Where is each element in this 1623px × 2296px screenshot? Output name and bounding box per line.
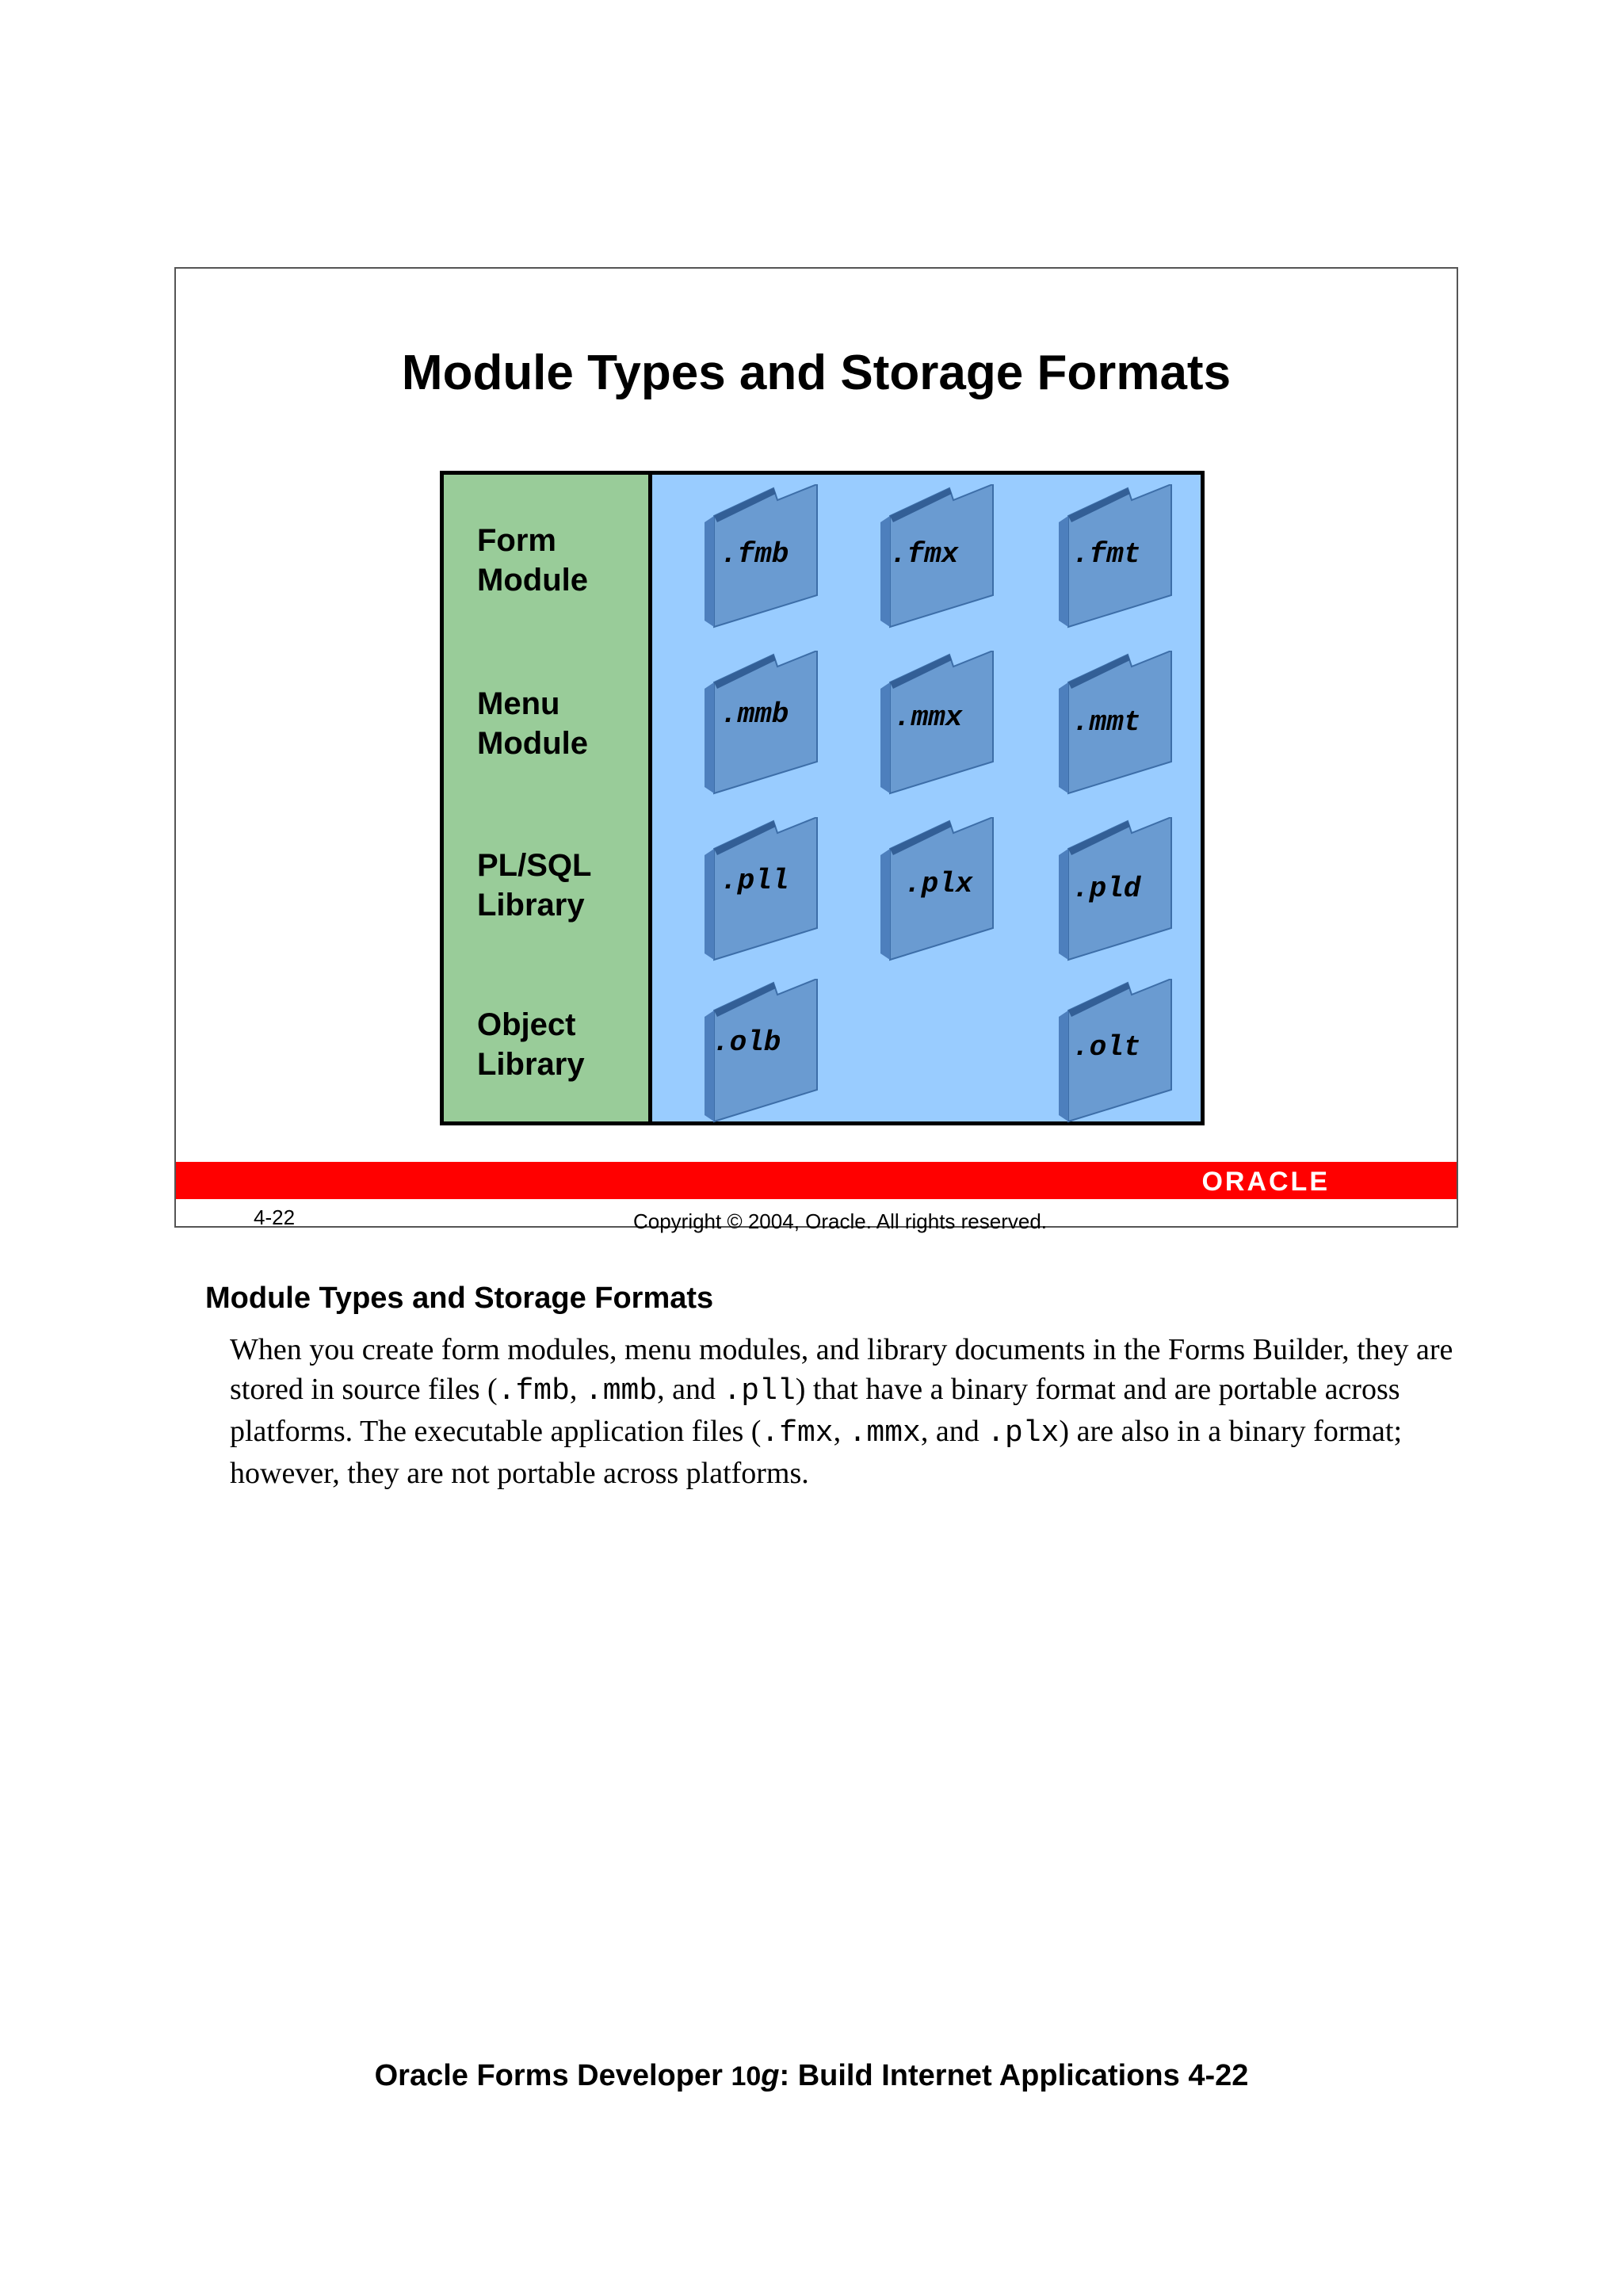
notes-text: , and [920,1415,987,1448]
row-files [652,808,1201,976]
file-extension: .fmt [1072,538,1141,571]
copyright-text: Copyright © 2004, Oracle. All rights reserved. [632,1209,1048,1233]
diagram-row-object [444,976,1201,1121]
oracle-red-bar [176,1162,1457,1199]
file-extension: .fmb [720,538,789,571]
file-extension: .olt [1072,1031,1141,1064]
row-files [652,641,1201,808]
file-folder-icon [1052,651,1187,801]
row-label: PL/SQL Library [477,848,592,923]
row-label-cell [444,808,652,976]
notes-text: , [569,1373,585,1406]
notes-text: When you create form modules, menu modules, and library documents in the Forms Builder, they are stored in source files ( [230,1333,1453,1406]
file-extension: .mmt [1072,706,1141,739]
file-folder-icon [1052,979,1187,1129]
file-extension: .pld [1072,873,1141,905]
file-ext-inline: .mmb [584,1374,658,1408]
row-files [652,976,1201,1121]
notes-text: ) are also in a binary format; however, they are not portable across platforms. [230,1415,1403,1490]
file-ext-inline: .pll [723,1374,796,1408]
row-files [652,475,1201,641]
file-extension: .plx [904,868,973,900]
notes-text: , [833,1415,849,1448]
file-extension: .pll [720,865,789,897]
file-ext-inline: .fmb [497,1374,570,1408]
row-label-cell [444,641,652,808]
diagram-row-plsql [444,808,1201,980]
file-extension: .mmx [894,701,963,734]
row-label-cell [444,475,652,641]
slide [174,267,1458,1233]
row-label: Form Module [477,523,588,598]
footer-post: : Build Internet Applications 4-22 [779,2059,1249,2092]
file-extension: .mmb [720,698,789,731]
file-folder-icon [698,817,833,968]
file-folder-icon [874,484,1009,635]
diagram-row-form [444,475,1201,645]
file-folder-icon [698,979,833,1129]
diagram-row-menu [444,641,1201,812]
file-folder-icon [1052,484,1187,635]
row-label: Object Library [477,1007,585,1082]
file-ext-inline: .fmx [761,1416,834,1450]
file-folder-icon [698,651,833,801]
file-folder-icon [874,651,1009,801]
notes-text: ) that have a binary format and are portable across platforms. The executable application files ( [230,1373,1400,1448]
footer-g: g [761,2059,780,2092]
oracle-logo: ORACLE [1201,1167,1330,1197]
file-extension: .fmx [890,538,959,571]
module-diagram [440,471,1205,1125]
row-label: Menu Module [477,686,588,761]
notes-paragraph [230,1330,1466,1493]
file-folder-icon [698,484,833,635]
file-extension: .olb [712,1026,781,1059]
footer-pre: Oracle Forms Developer [374,2059,731,2092]
file-ext-inline: .mmx [848,1416,921,1450]
slide-number: 4-22 [254,1205,296,1229]
file-folder-icon [1052,817,1187,968]
file-folder-icon [874,817,1009,968]
notes-heading: Module Types and Storage Formats [205,1282,714,1315]
copyright [176,1209,1457,1234]
notes-text: , and [657,1373,724,1406]
file-ext-inline: .plx [987,1416,1060,1450]
slide-title: Module Types and Storage Formats [401,346,1232,400]
page-footer [0,2059,1623,2093]
footer-ten: 10 [731,2061,762,2092]
row-label-cell [444,976,652,1121]
